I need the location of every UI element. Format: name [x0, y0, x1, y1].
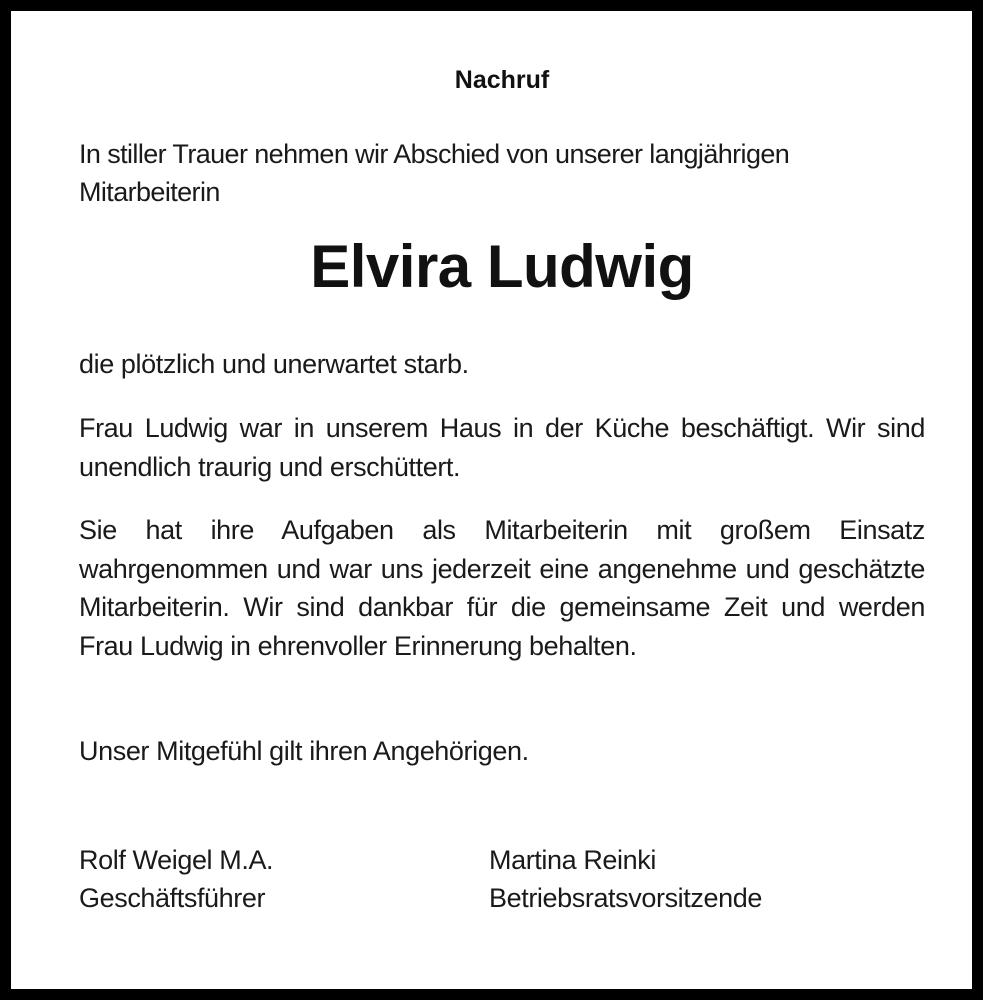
signatory-title: Betriebsratsvorsitzende: [489, 883, 762, 913]
signatory-name: Martina Reinki: [489, 845, 656, 875]
signatory-title: Geschäftsführer: [79, 883, 266, 913]
intro-text: In stiller Trauer nehmen wir Abschied von unserer langjährigen Mitarbeiterin: [79, 139, 790, 207]
paragraph-tribute: Sie hat ihre Aufgaben als Mitarbeiterin mit großem Einsatz wahrgenommen und war uns jederzeit eine angenehme und geschätzte Mitarbeiterin. Wir sind dankbar für die gemeinsame Zeit und werden Frau Ludwig in ehrenvoller Erinnerung behalten.: [79, 515, 925, 661]
signatory-name: Rolf Weigel M.A.: [79, 845, 274, 875]
signature-works-council-chair: [489, 841, 762, 917]
paragraph-condolence: Unser Mitgefühl gilt ihren Angehörigen.: [79, 736, 529, 766]
obituary-heading: Nachruf: [454, 66, 550, 94]
paragraph-death: die plötzlich und unerwartet starb.: [79, 349, 469, 379]
paragraph-employment: Frau Ludwig war in unserem Haus in der Küche beschäftigt. Wir sind unendlich traurig und erschüttert.: [79, 413, 925, 482]
deceased-name: Elvira Ludwig: [310, 233, 694, 300]
signature-managing-director: [79, 841, 273, 917]
